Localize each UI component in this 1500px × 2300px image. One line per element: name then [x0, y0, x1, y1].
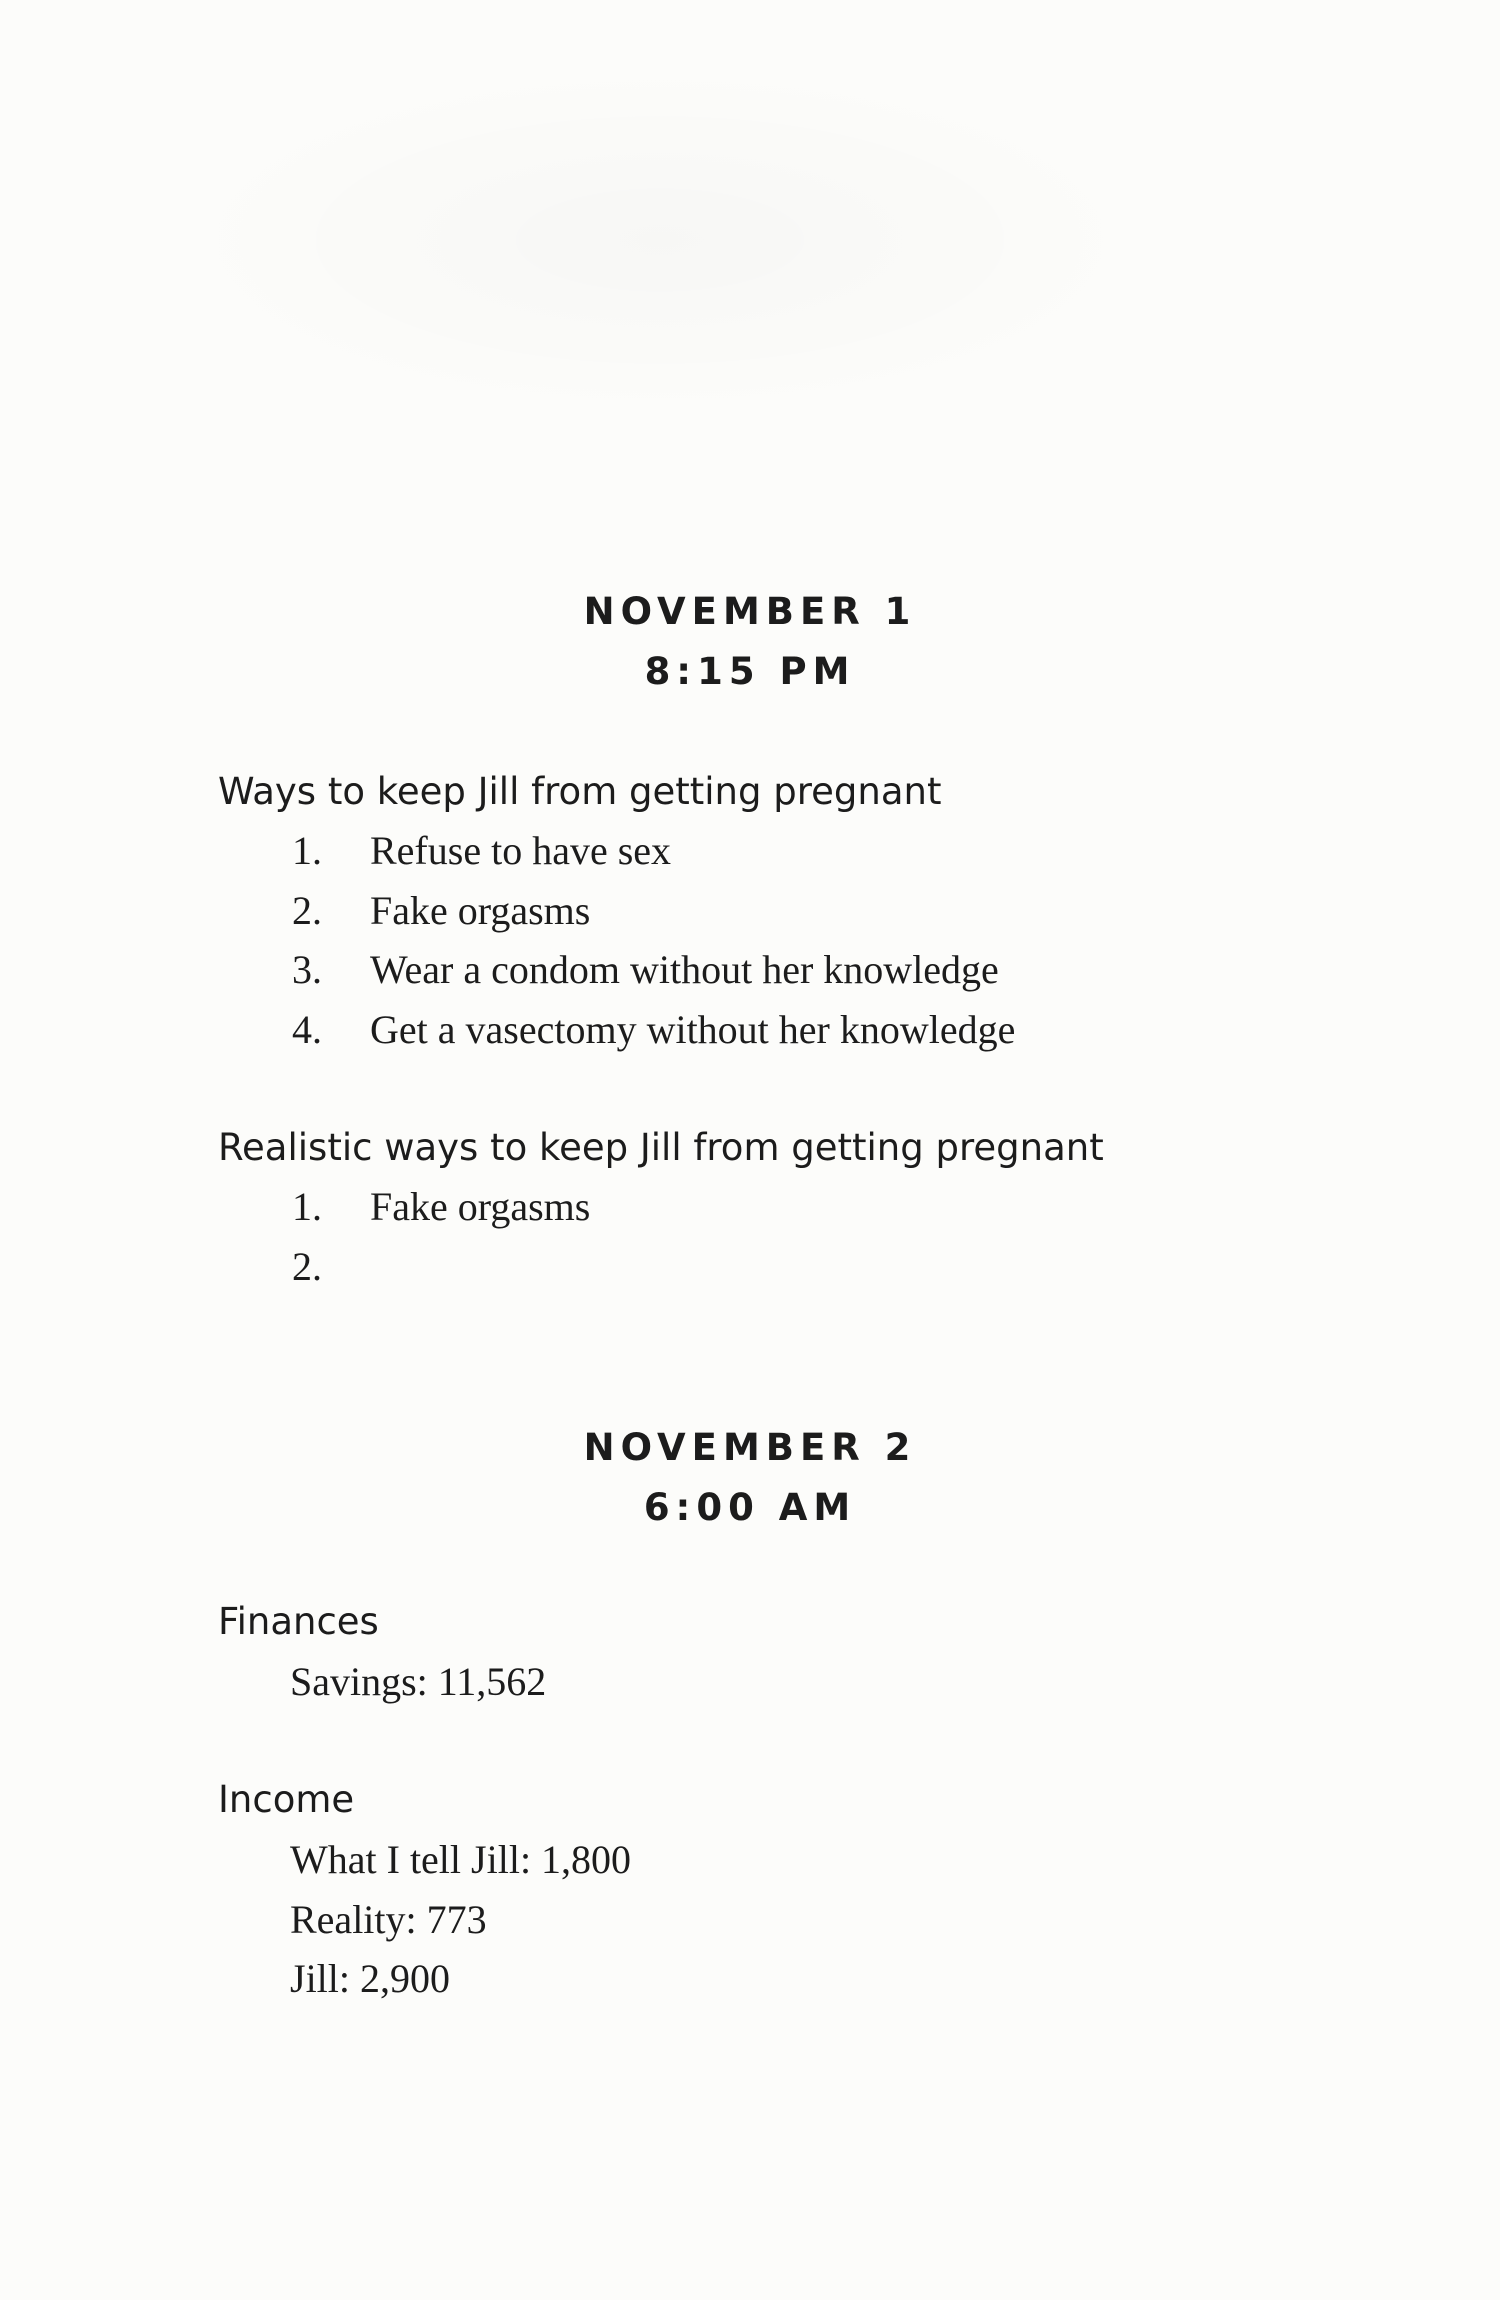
finances-lines — [290, 1652, 546, 1712]
finance-line: Savings: 11,562 — [290, 1659, 547, 1704]
entry-date: NOVEMBER 1 — [583, 590, 917, 633]
section-heading-ways: Ways to keep Jill from getting pregnant — [218, 770, 942, 813]
entry-header-november-2 — [0, 1418, 1500, 1538]
list-text: Get a vasectomy without her knowledge — [370, 1006, 1016, 1052]
list-item — [292, 821, 1015, 881]
list-item — [292, 881, 1015, 941]
list-item — [292, 1177, 590, 1237]
list-number: 3. — [292, 947, 322, 992]
bleed-through-shadow — [160, 60, 1160, 420]
income-line: Reality: 773 — [290, 1896, 487, 1942]
income-line: Jill: 2,900 — [290, 1956, 451, 2001]
section-heading-realistic: Realistic ways to keep Jill from getting pregnant — [218, 1126, 1104, 1169]
list-number: 1. — [292, 1184, 322, 1229]
list-text: Fake orgasms — [370, 1184, 591, 1229]
list-item — [292, 940, 1015, 1000]
section-heading-income: Income — [218, 1778, 355, 1821]
realistic-list — [292, 1177, 590, 1296]
list-text: Refuse to have sex — [370, 828, 672, 873]
list-number: 1. — [292, 828, 322, 873]
list-number: 4. — [292, 1006, 322, 1052]
list-number: 2. — [292, 1243, 322, 1289]
income-lines — [290, 1830, 631, 2009]
list-item — [292, 1237, 590, 1297]
entry-date: NOVEMBER 2 — [583, 1426, 917, 1469]
entry-header-november-1 — [0, 582, 1500, 702]
list-text: Fake orgasms — [370, 887, 591, 933]
entry-time: 6:00 AM — [643, 1486, 857, 1529]
list-text: Wear a condom without her knowledge — [370, 947, 999, 992]
list-number: 2. — [292, 887, 322, 933]
list-item — [292, 1000, 1015, 1060]
section-heading-finances: Finances — [218, 1600, 379, 1643]
income-line: What I tell Jill: 1,800 — [290, 1837, 632, 1882]
ways-list — [292, 821, 1015, 1059]
entry-time: 8:15 PM — [644, 650, 856, 693]
